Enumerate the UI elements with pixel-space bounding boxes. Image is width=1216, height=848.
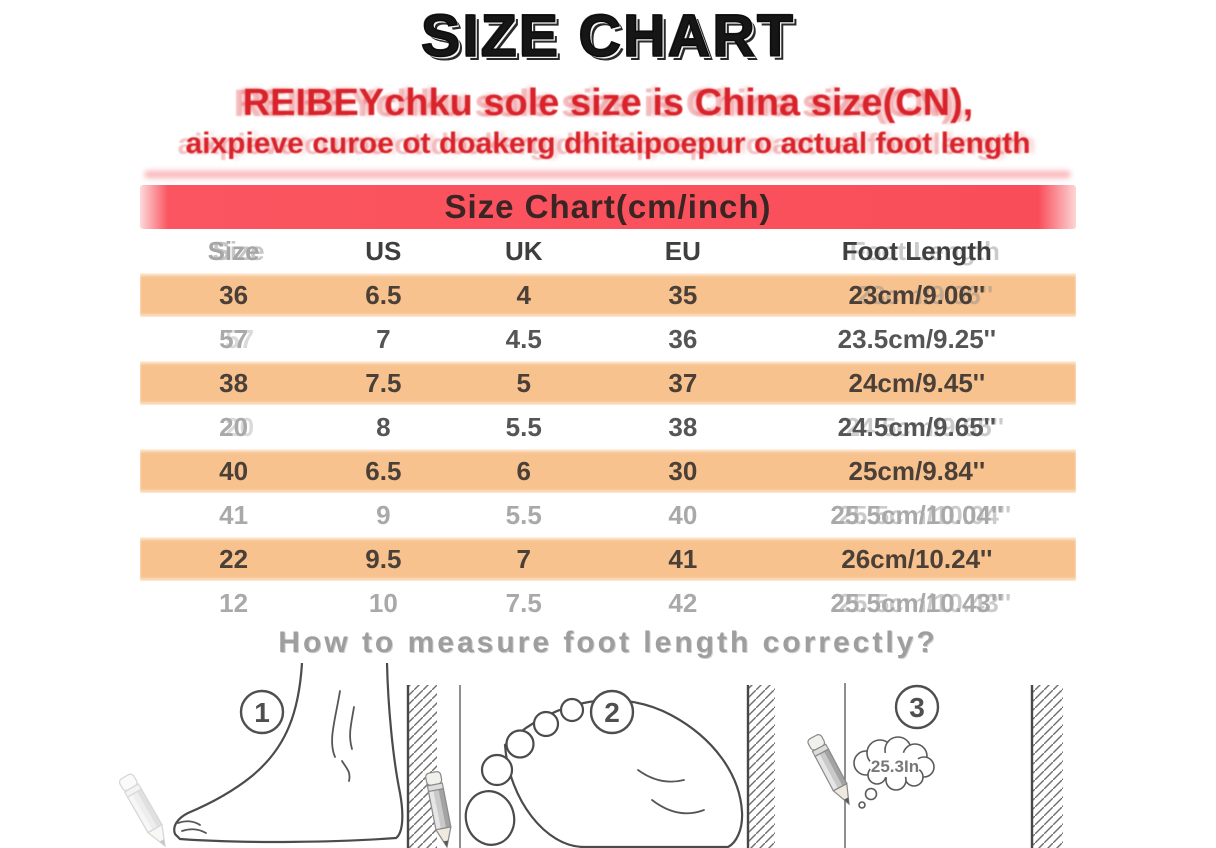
cell-size: 20	[219, 411, 249, 442]
table-row	[140, 405, 1076, 449]
table-row	[140, 581, 1076, 625]
cell-us: 6.5	[365, 455, 402, 486]
cell-size: 57	[219, 323, 249, 354]
step-2-badge	[591, 691, 633, 733]
cell-foot-length: 25cm/9.84''	[848, 455, 986, 486]
cell-size: 12	[219, 587, 249, 618]
step-3-number: 3	[909, 692, 925, 723]
notice-line-1: REIBEYchku sole size is China size(CN),	[242, 82, 974, 124]
pencil-icon-faded	[118, 773, 172, 848]
cell-us: 6.5	[365, 279, 402, 310]
cell-size: 22	[219, 543, 249, 574]
cell-foot-length: 25.5cm/10.43''	[830, 587, 1004, 618]
table-row	[140, 449, 1076, 493]
cell-us: 9	[376, 499, 391, 530]
cell-eu: 40	[668, 499, 698, 530]
cell-size: 36	[219, 279, 249, 310]
cell-eu: 36	[668, 323, 698, 354]
cell-uk: 6	[516, 455, 531, 486]
table-header-row	[140, 229, 1076, 273]
cell-eu: 42	[668, 587, 698, 618]
table-title-band	[140, 185, 1076, 229]
foot-side-view-illustration	[174, 663, 402, 842]
cell-uk: 5.5	[505, 499, 542, 530]
cell-us: 8	[376, 411, 391, 442]
table-row	[140, 317, 1076, 361]
cell-eu: 35	[668, 279, 698, 310]
table-row	[140, 361, 1076, 405]
cell-uk: 7	[516, 543, 531, 574]
cell-us: 9.5	[365, 543, 402, 574]
measure-guide-heading: How to measure foot length correctly?	[278, 626, 938, 659]
cell-size: 38	[219, 367, 249, 398]
step-2-number: 2	[604, 697, 620, 728]
thought-bubble	[854, 737, 934, 808]
page-title: SIZE CHART	[421, 3, 795, 69]
cell-uk: 7.5	[505, 587, 542, 618]
cell-foot-length: 23.5cm/9.25''	[837, 323, 997, 354]
cell-us: 7.5	[365, 367, 402, 398]
step-1-badge	[241, 691, 283, 733]
cell-us: 10	[368, 587, 398, 618]
cell-eu: 30	[668, 455, 698, 486]
cell-foot-length: 24.5cm/9.65''	[837, 411, 997, 442]
wall-hatch-3	[1032, 685, 1063, 848]
notice-line-2: aixpieve curoe ot doakerg dhitaipoepur o actual foot length	[185, 127, 1031, 160]
cell-eu: 37	[668, 367, 698, 398]
cell-foot-length: 25.5cm/10.04''	[830, 499, 1004, 530]
column-header-uk: UK	[504, 235, 543, 266]
table-title: Size Chart(cm/inch)	[444, 188, 772, 225]
table-row	[140, 537, 1076, 581]
cell-foot-length: 26cm/10.24''	[841, 543, 993, 574]
column-header-eu: EU	[664, 235, 701, 266]
measurement-diagram	[0, 663, 1216, 848]
cell-size: 40	[219, 455, 249, 486]
table-row	[140, 273, 1076, 317]
cell-foot-length: 24cm/9.45''	[848, 367, 986, 398]
cell-size: 41	[219, 499, 249, 530]
wall-hatch-1	[408, 685, 437, 848]
pink-smudge-divider	[145, 171, 1070, 178]
size-chart-table	[140, 185, 1076, 625]
cell-foot-length: 23cm/9.06''	[848, 279, 986, 310]
step-3-badge	[896, 686, 938, 728]
measurement-annotation: 25.3In	[870, 757, 920, 776]
table-row	[140, 493, 1076, 537]
cell-eu: 41	[668, 543, 698, 574]
cell-us: 7	[376, 323, 391, 354]
cell-eu: 38	[668, 411, 698, 442]
cell-uk: 5	[516, 367, 531, 398]
cell-uk: 5.5	[505, 411, 542, 442]
pencil-icon	[807, 733, 856, 807]
column-header-us: US	[365, 235, 402, 266]
column-header-foot-length: Foot Length	[841, 235, 992, 266]
column-header-size: Size	[207, 235, 260, 266]
wall-hatch-2	[748, 685, 775, 848]
cell-uk: 4.5	[505, 323, 542, 354]
cell-uk: 4	[516, 279, 531, 310]
step-1-number: 1	[254, 697, 270, 728]
